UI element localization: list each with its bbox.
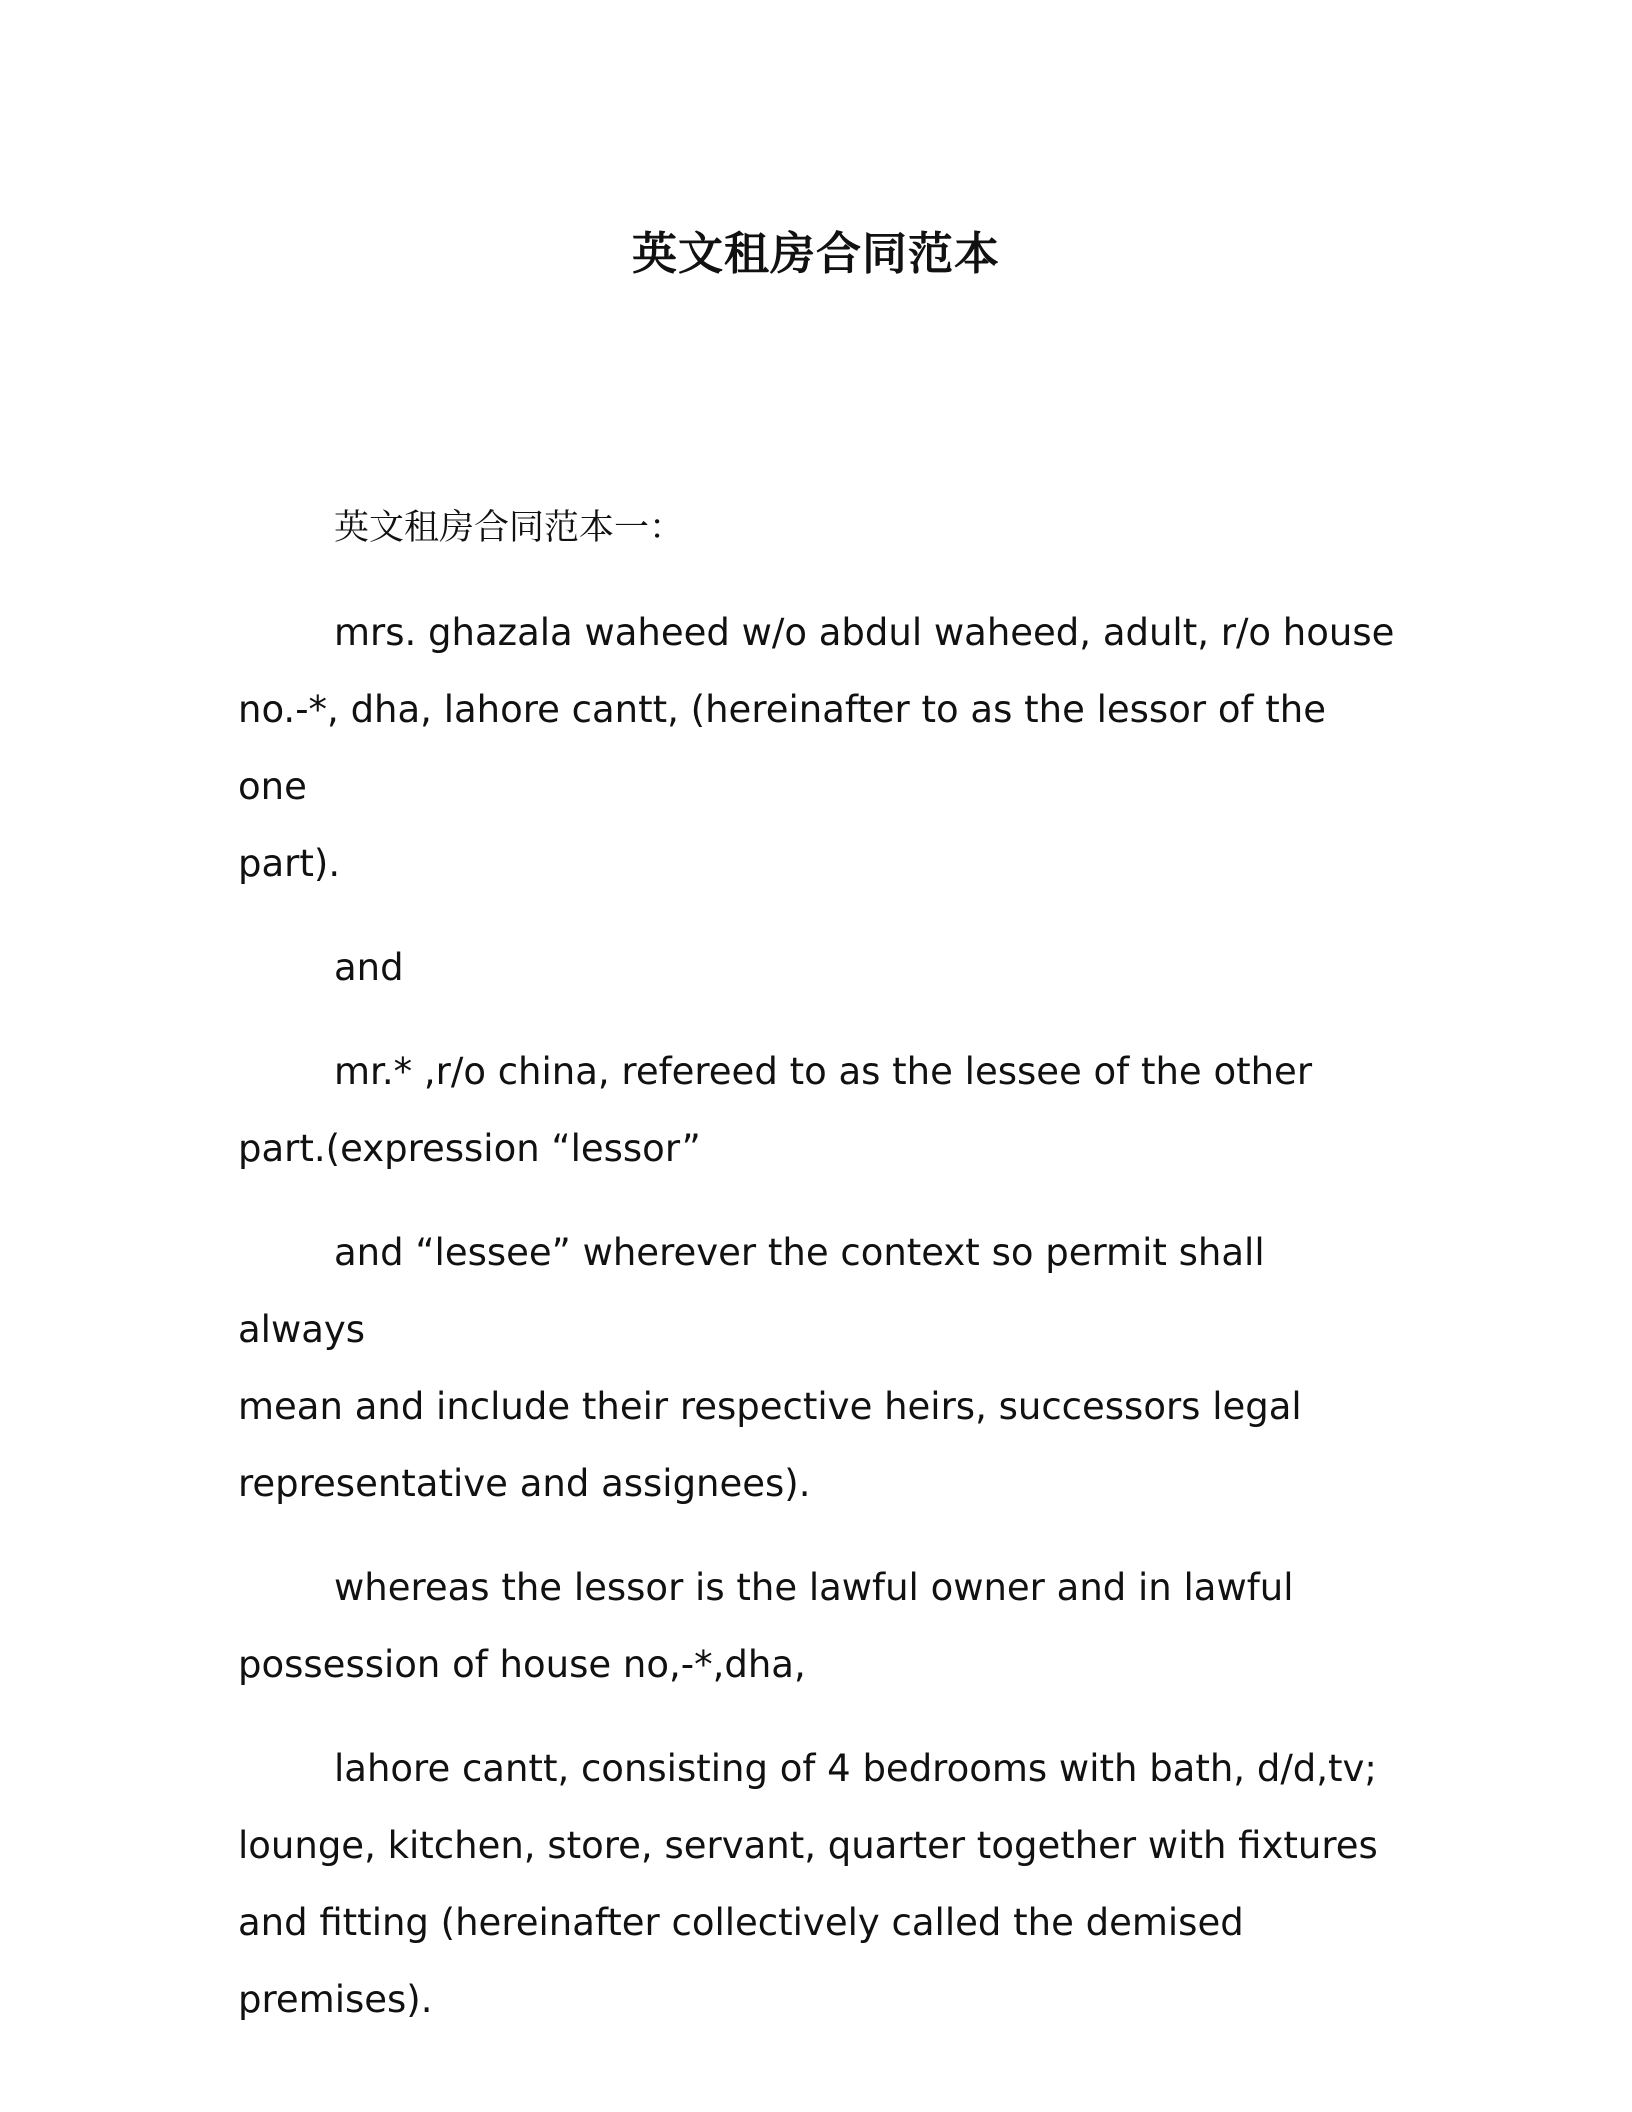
paragraph-line: and fitting (hereinafter collectively called the demised premises). [238,1901,1244,2021]
paragraph-premises [238,1730,1398,2038]
paragraph-lessor [238,594,1398,902]
paragraph-line: lounge, kitchen, store, servant, quarter together with fixtures [238,1824,1378,1867]
paragraph-line: representative and assignees). [238,1462,811,1505]
paragraph-line: lahore cantt, consisting of 4 bedrooms with bath, d/d,tv; [334,1747,1377,1790]
paragraph-and [238,929,1398,1006]
paragraph-line: whereas the lessor is the lawful owner and in lawful [334,1566,1294,1609]
document-body [238,490,1398,2065]
paragraph-line: and “lessee” wherever the context so permit shall always [238,1231,1265,1351]
paragraph-line: part.(expression “lessor” [238,1127,701,1170]
paragraph-line: mrs. ghazala waheed w/o abdul waheed, adult, r/o house [334,611,1395,654]
paragraph-line: no.-*, dha, lahore cantt, (hereinafter to as the lessor of the one [238,688,1326,808]
paragraph-line: and [334,946,404,989]
paragraph-line: part). [238,842,341,885]
paragraph-expression [238,1214,1398,1522]
paragraph-whereas [238,1549,1398,1703]
paragraph-line: mr.* ,r/o china, refereed to as the lessee of the other [334,1050,1313,1093]
document-title: 英文租房合同范本 [631,227,1000,280]
paragraph-line: mean and include their respective heirs, successors legal [238,1385,1302,1428]
paragraph-lessee [238,1033,1398,1187]
paragraph-line: possession of house no,-*,dha, [238,1643,806,1686]
paragraph-subhead [238,490,1398,567]
paragraph-line: 英文租房合同范本一： [334,508,685,548]
